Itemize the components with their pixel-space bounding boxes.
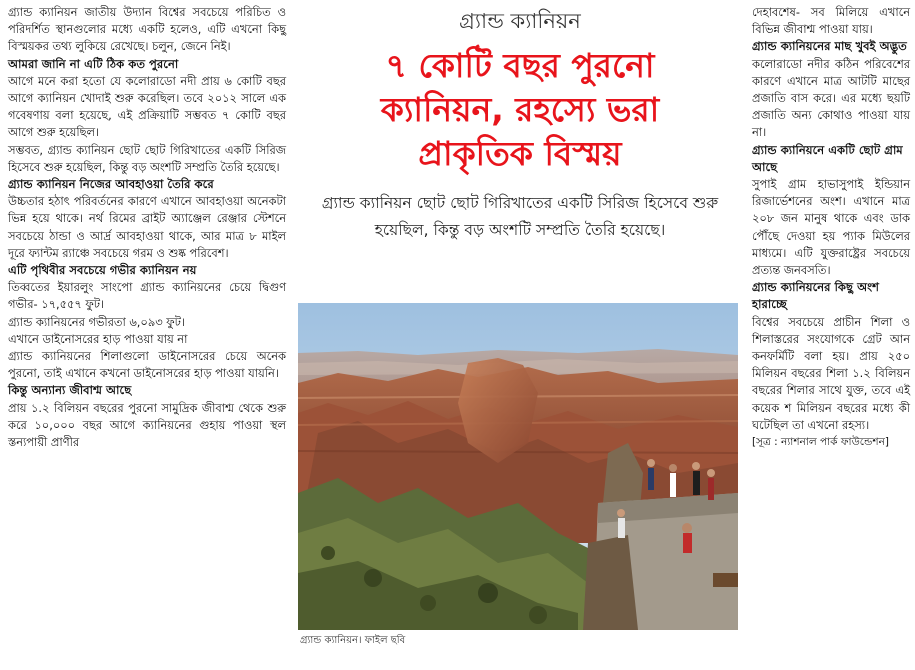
subheading-village: গ্র্যান্ড ক্যানিয়নে একটি ছোট গ্রাম আছে <box>752 142 903 174</box>
paragraph-fish: কলোরাডো নদীর কঠিন পরিবেশের কারণে এখানে মাত্র আটটি মাছের প্রজাতি বাস করে। এর মধ্যে ছয়টি প্রজাতি অন্য কোথাও পাওয়া যায় না। <box>752 56 910 140</box>
paragraph-age-a: আগে মনে করা হতো যে কলোরাডো নদী প্রায় ৬ কোটি বছর আগে ক্যানিয়ন খোদাই শুরু করেছিল। তবে ২০১২ সালে এক গবেষণায় বলা হয়েছে, এই প্রক্রিয়াটি সম্ভবত ৭ কোটি বছর আগে শুরু হয়েছিল। <box>8 73 286 140</box>
source-credit: [সূত্র : ন্যাশনাল পার্ক ফাউন্ডেশন] <box>752 436 889 449</box>
paragraph-depth-b: গ্র্যান্ড ক্যানিয়নের গভীরতা ৬,০৯৩ ফুট। <box>8 314 185 329</box>
paragraph-depth-a: তিব্বতের ইয়ারলুং সাংপো গ্র্যান্ড ক্যানিয়নের চেয়ে দ্বিগুণ গভীর- ১৭,৫৫৭ ফুট। <box>8 280 286 312</box>
paragraph-dinosaur-title: এখানে ডাইনোসরের হাড় পাওয়া যায় না <box>8 331 188 346</box>
paragraph-weather: উচ্চতার হঠাৎ পরিবর্তনের কারণে এখানে আবহাওয়া অনেকটা ভিন্ন হয়ে থাকে। নর্থ রিমের ব্রাইট অ্যাঞ্জেল রেঞ্জার স্টেশনে সবচেয়ে ঠান্ডা ও আর্দ্র আবহাওয়া থাকে, আর মাত্র ৮ মাইল দূরে ফ্যান্টম র‍্যাঞ্চে সবচেয়ে গরম ও শুষ্ক পরিবেশ। <box>8 194 286 260</box>
subheading-age: আমরা জানি না এটি ঠিক কত পুরনো <box>8 56 179 71</box>
headline-line-2: ক্যানিয়ন, রহস্যে ভরা <box>380 90 660 129</box>
canyon-photo <box>298 303 738 630</box>
headline-line-3: প্রাকৃতিক বিস্ময় <box>418 134 622 173</box>
deck-text: গ্র্যান্ড ক্যানিয়ন ছোট ছোট গিরিখাতের একটি সিরিজ হিসেবে শুরু হয়েছিল, কিন্তু বড় অংশটি সম্প্রতি তৈরি হয়েছে। <box>321 194 719 239</box>
left-column <box>8 4 286 451</box>
paragraph-fossils: প্রায় ১.২ বিলিয়ন বছরের পুরনো সামুদ্রিক জীবাশ্ম থেকে শুরু করে ১০,০০০ বছর আগে ক্যানিয়নের গুহায় পাওয়া স্থল স্তন্যপায়ী প্রাণীর <box>8 400 286 450</box>
right-column <box>752 4 910 451</box>
headline <box>298 44 742 176</box>
paragraph-age-b: সম্ভবত, গ্র্যান্ড ক্যানিয়ন ছোট ছোট গিরিখাতের একটি সিরিজ হিসেবে শুরু হয়েছিল, কিন্তু বড় অংশটি সম্প্রতি তৈরি হয়েছে। <box>8 142 286 174</box>
paragraph-dinosaur: গ্র্যান্ড ক্যানিয়নের শিলাগুলো ডাইনোসরের চেয়ে অনেক পুরনো, তাই এখানে কখনো ডাইনোসরের হাড় পাওয়া যায়নি। <box>8 349 286 381</box>
kicker: গ্র্যান্ড ক্যানিয়ন <box>459 9 581 33</box>
subheading-missing: গ্র্যান্ড ক্যানিয়নের কিছু অংশ হারাচ্ছে <box>752 280 879 312</box>
photo-caption: গ্র্যান্ড ক্যানিয়ন। ফাইল ছবি <box>300 635 406 646</box>
paragraph-village: সুপাই গ্রাম হাভাসুপাই ইন্ডিয়ান রিজার্ভেশনের অংশ। এখানে মাত্র ২০৮ জন মানুষ থাকে এবং ডাক পৌঁছে দেওয়া হয় প্যাক মিউলের মাধ্যমে। এটি যুক্তরাষ্ট্রের সবচেয়ে প্রত্যন্ত জনবসতি। <box>752 177 910 278</box>
subheading-fish: গ্র্যান্ড ক্যানিয়নের মাছ খুবই অদ্ভুত <box>752 39 907 54</box>
headline-line-1: ৭ কোটি বছর পুরনো <box>385 46 655 85</box>
center-column <box>298 0 742 244</box>
subheading-fossils: কিন্তু অন্যান্য জীবাশ্ম আছে <box>8 383 132 398</box>
paragraph-missing: বিশ্বের সবচেয়ে প্রাচীন শিলা ও শিলাস্তরের সংযোগকে গ্রেট আন কনফর্মিটি বলা হয়। প্রায় ২৫০ মিলিয়ন বছরের শিলা ১.২ বিলিয়ন বছরের শিলার সাথে যুক্ত, তবে এই কয়েক শ মিলিয়ন বছরের মধ্যে কী ঘটেছিল তা এখনো রহস্য। <box>752 314 910 432</box>
paragraph-fossils-cont: দেহাবশেষ- সব মিলিয়ে এখানে বিভিন্ন জীবাশ্ম পাওয়া যায়। <box>752 5 910 37</box>
subheading-weather: গ্র্যান্ড ক্যানিয়ন নিজের আবহাওয়া তৈরি করে <box>8 177 214 192</box>
subheading-depth: এটি পৃথিবীর সবচেয়ে গভীর ক্যানিয়ন নয় <box>8 263 197 278</box>
intro-paragraph: গ্র্যান্ড ক্যানিয়ন জাতীয় উদ্যান বিশ্বের সবচেয়ে পরিচিত ও পরিদর্শিত স্থানগুলোর মধ্যে একটি হলেও, এটি এখনো কিছু বিস্ময়কর তথ্য লুকিয়ে রেখেছে। চলুন, জেনে নিই। <box>8 5 286 54</box>
